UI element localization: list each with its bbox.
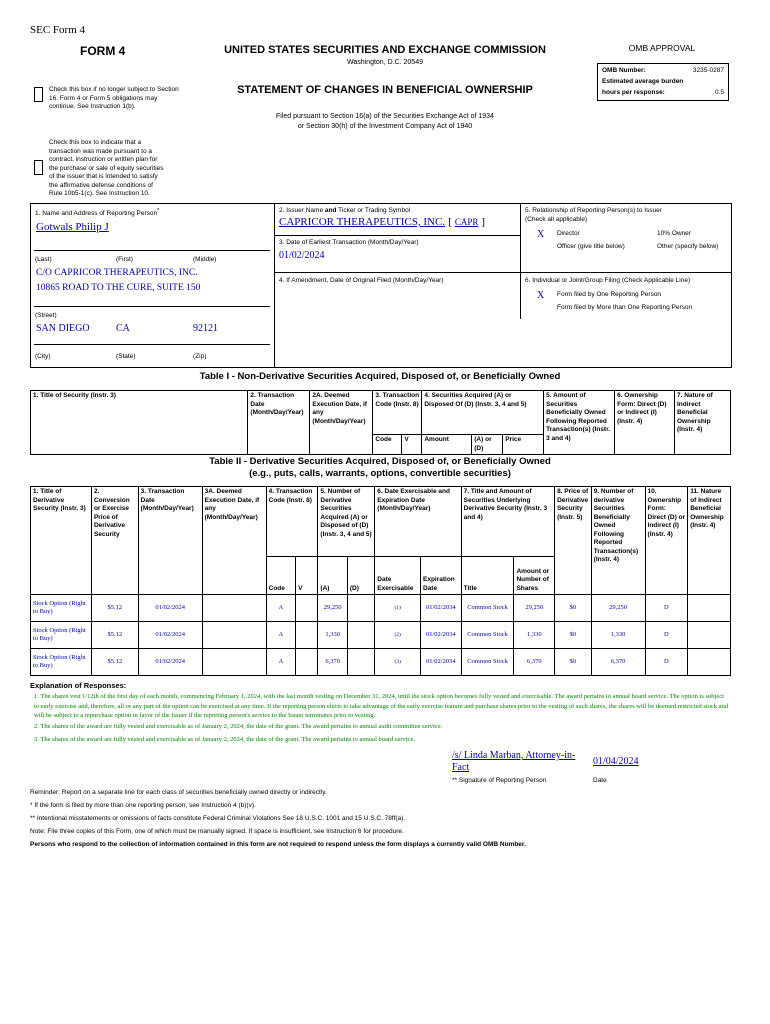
note-three-copies: Note: File three copies of this Form, one of which must be manually signed. If space is insufficient, see Instruction 6 for procedure. [30, 828, 404, 835]
omb-hours: 0.5 [714, 89, 724, 96]
one-person-mark[interactable]: X [537, 290, 545, 301]
t1-sub-v: V [402, 435, 422, 455]
omb-title: OMB APPROVAL [628, 43, 696, 53]
t2-h-code: 4. Transaction Code (Instr. 8) [266, 487, 318, 557]
t2-h-number: 5. Number of Derivative Securities Acquired (A) or Disposed of (D) (Instr. 3, 4 and 5) [318, 487, 375, 557]
note-omb-collection: Persons who respond to the collection of information contained in this form are not required to respond unless the form displays a currently valid OMB Number. [30, 841, 526, 848]
t2-h-title: 1. Title of Derivative Security (Instr. 3) [31, 487, 92, 595]
officer-label: Officer (give title below) [557, 243, 625, 250]
t2-sub-amount: Amount or Number of Shares [514, 557, 555, 595]
form-title: FORM 4 [80, 44, 126, 58]
checkbox2-text: Check this box to indicate that a transaction was made pursuant to a contract, instruction or written plan for the purchase or sale of equity securities of the issuer that is intended to satisfy the affirmative defense conditions of Rule 10b5-1(c). See Instruction 10. [49, 139, 164, 197]
state-value: CA [116, 323, 130, 334]
city-label: (City) [35, 353, 51, 360]
footnote-3: 3. The shares of the award are fully vested and exercisable as of January 2, 2024, the date of the grant. The award pertains to annual board service. [34, 736, 415, 743]
table1 [30, 390, 731, 455]
t2-sub-v: V [296, 557, 318, 595]
statement-title: STATEMENT OF CHANGES IN BENEFICIAL OWNERSHIP [237, 84, 533, 96]
omb-number: 3235-0287 [692, 67, 724, 74]
form-tag: SEC Form 4 [30, 24, 86, 36]
note-multiple-filers: * If the form is filed by more than one reporting person, see Instruction 4 (b)(v). [30, 802, 256, 809]
t2-h-price: 8. Price of Derivative Security (Instr. 5) [555, 487, 592, 595]
address-line-2: 10865 ROAD TO THE CURE, SUITE 150 [36, 283, 201, 293]
box3-label: 3. Date of Earliest Transaction (Month/Day/Year) [279, 239, 419, 246]
t1-sub-amount: Amount [422, 435, 472, 455]
commission-city: Washington, D.C. 20549 [346, 59, 423, 66]
reporting-person-name[interactable]: Gotwals Philip J [36, 221, 109, 233]
t1-col-form: 6. Ownership Form: Direct (D) or Indirect (I) (Instr. 4) [615, 391, 675, 455]
zip-label: (Zip) [193, 353, 207, 360]
t2-h-exercisable: 6. Date Exercisable and Expiration Date (Month/Day/Year) [375, 487, 461, 557]
one-person-label: Form filed by One Reporting Person [557, 291, 662, 298]
table1-title: Table I - Non-Derivative Securities Acquired, Disposed of, or Beneficially Owned [199, 371, 561, 382]
table2-title: Table II - Derivative Securities Acquired, Disposed of, or Beneficially Owned [209, 456, 551, 467]
checkbox1-text: Check this box if no longer subject to Section 16. Form 4 or Form 5 obligations may continue. See Instruction 1(b). [49, 86, 179, 110]
omb-box [597, 63, 729, 101]
t2-h-deemed: 3A. Deemed Execution Date, if any (Month/Day/Year) [202, 487, 266, 595]
middle-label: (Middle) [193, 256, 217, 263]
explanation-title: Explanation of Responses: [30, 681, 127, 690]
t2-sub-code: Code [266, 557, 295, 595]
signature-date: 01/04/2024 [593, 756, 639, 767]
footnote-1: 1. The shares vest 1/12th of the first day of each month, commencing February 1, 2024, with the last month vesting on December 31, 2024, until the stock option becomes fully vested and exercisable. The award pertains to annual board service. The option is subject to early exercise and, therefore, all or any part of the option can be exercised at any time. If the reporting person elects to take advantage of the early exercise feature and purchase shares prior to the vesting of such shares, the shares will be deemed restricted stock and will be subject to a repurchase option in favor of the Issuer if the reporting person's service to the Issuer terminates prior to vesting. [34, 693, 729, 719]
t2-sub-date-ex: Date Exercisable [375, 557, 421, 595]
table2 [30, 486, 731, 676]
table-row: Stock Option (Right to Buy) $5.12 01/02/2024 A 29,250 (1) 01/02/2034 Common Stock 29,250 $0 29,250 D [31, 595, 731, 622]
t1-sub-code: Code [373, 435, 402, 455]
director-mark[interactable]: X [537, 229, 545, 240]
t1-col-acquired: 4. Securities Acquired (A) or Disposed Of (D) (Instr. 3, 4 and 5) [422, 391, 544, 435]
city-value: SAN DIEGO [36, 323, 90, 334]
issuer-name[interactable]: CAPRICOR THERAPEUTICS, INC. [279, 216, 446, 228]
no-longer-subject-checkbox[interactable] [34, 87, 43, 102]
t1-sub-aord: (A) or (D) [472, 435, 503, 455]
t1-sub-price: Price [503, 435, 544, 455]
omb-burden-label: Estimated average burden [602, 78, 684, 85]
last-label: (Last) [35, 256, 52, 263]
filed-pursuant-2: or Section 30(h) of the Investment Company Act of 1940 [297, 123, 473, 130]
omb-number-label: OMB Number: [602, 67, 646, 74]
t1-col-code: 3. Transaction Code (Instr. 8) [373, 391, 422, 435]
first-label: (First) [116, 256, 133, 263]
t1-col-amount-owned: 5. Amount of Securities Beneficially Owned Following Reported Transaction(s) (Instr. 3 and 4) [544, 391, 615, 455]
box4-label: 4. If Amendment, Date of Original Filed (Month/Day/Year) [279, 277, 444, 284]
footnote-2: 2. The shares of the award are fully vested and exercisable as of January 2, 2024, the date of the grant. The award pertains to annual audit committee service. [34, 723, 443, 730]
t2-sub-exp: Expiration Date [421, 557, 462, 595]
zip-value: 92121 [193, 323, 218, 334]
t1-col-title: 1. Title of Security (Instr. 3) [31, 391, 248, 455]
ticker-symbol[interactable]: CAPR [454, 217, 479, 227]
t2-h-conversion: 2. Conversion or Exercise Price of Derivative Security [91, 487, 138, 595]
t2-sub-a: (A) [318, 557, 347, 595]
address-line-1: C/O CAPRICOR THERAPEUTICS, INC. [36, 268, 198, 278]
t2-h-form: 10. Ownership Form: Direct (D) or Indirect (I) (Instr. 4) [645, 487, 688, 595]
table-row: Stock Option (Right to Buy) $5.12 01/02/2024 A 6,370 (3) 01/02/2034 Common Stock 6,370 $0 6,370 D [31, 649, 731, 676]
t1-col-nature: 7. Nature of Indirect Beneficial Ownership (Instr. 4) [674, 391, 730, 455]
more-persons-label: Form filed by More than One Reporting Person [557, 304, 693, 311]
issuer-line: CAPRICOR THERAPEUTICS, INC. [ CAPR ] [279, 216, 486, 228]
table2-subtitle: (e.g., puts, calls, warrants, options, convertible securities) [249, 468, 511, 479]
box5-label-1: 5. Relationship of Reporting Person(s) to Issuer [525, 207, 662, 214]
reminder-note: Reminder: Report on a separate line for each class of securities beneficially owned directly or indirectly. [30, 789, 327, 796]
t2-sub-d: (D) [347, 557, 374, 595]
director-label: Director [557, 230, 580, 237]
box6-label: 6. Individual or Joint/Group Filing (Check Applicable Line) [525, 277, 691, 284]
state-label: (State) [116, 353, 136, 360]
filed-pursuant-1: Filed pursuant to Section 16(a) of the Securities Exchange Act of 1934 [276, 113, 494, 120]
signature-label: ** Signature of Reporting Person [452, 777, 547, 784]
t2-h-nature: 11. Nature of Indirect Beneficial Ownership (Instr. 4) [688, 487, 731, 595]
box2-label: 2. Issuer Name and Ticker or Trading Symbol [279, 207, 411, 214]
t2-sub-title: Title [461, 557, 514, 595]
t2-h-date: 3. Transaction Date (Month/Day/Year) [138, 487, 202, 595]
earliest-transaction-date: 01/02/2024 [279, 250, 325, 261]
t2-h-underlying: 7. Title and Amount of Securities Underlying Derivative Security (Instr. 3 and 4) [461, 487, 554, 557]
signature-name: /s/ Linda Marban, Attorney-in-Fact [452, 750, 576, 773]
ten-percent-owner-label: 10% Owner [657, 230, 691, 237]
t2-h-owned: 9. Number of derivative Securities Beneficially Owned Following Reported Transaction(s) (Instr. 4) [591, 487, 645, 595]
table-row: Stock Option (Right to Buy) $5.12 01/02/2024 A 1,330 (2) 01/02/2034 Common Stock 1,330 $0 1,330 D [31, 622, 731, 649]
commission-title: UNITED STATES SECURITIES AND EXCHANGE COMMISSION [224, 44, 546, 56]
rule-10b5-1-checkbox[interactable] [34, 160, 43, 175]
box1-label: 1. Name and Address of Reporting Person* [35, 208, 160, 218]
street-label: (Street) [35, 312, 57, 319]
t1-col-date: 2. Transaction Date (Month/Day/Year) [248, 391, 310, 455]
box5-label-2: (Check all applicable) [525, 216, 588, 223]
other-label: Other (specify below) [657, 243, 719, 250]
date-label: Date [593, 777, 607, 784]
t1-col-deemed: 2A. Deemed Execution Date, if any (Month/Day/Year) [310, 391, 373, 455]
note-misstatements: ** Intentional misstatements or omissions of facts constitute Federal Criminal Violations See 18 U.S.C. 1001 and 15 U.S.C. 78ff(a). [30, 815, 406, 822]
omb-hours-label: hours per response: [602, 89, 665, 96]
